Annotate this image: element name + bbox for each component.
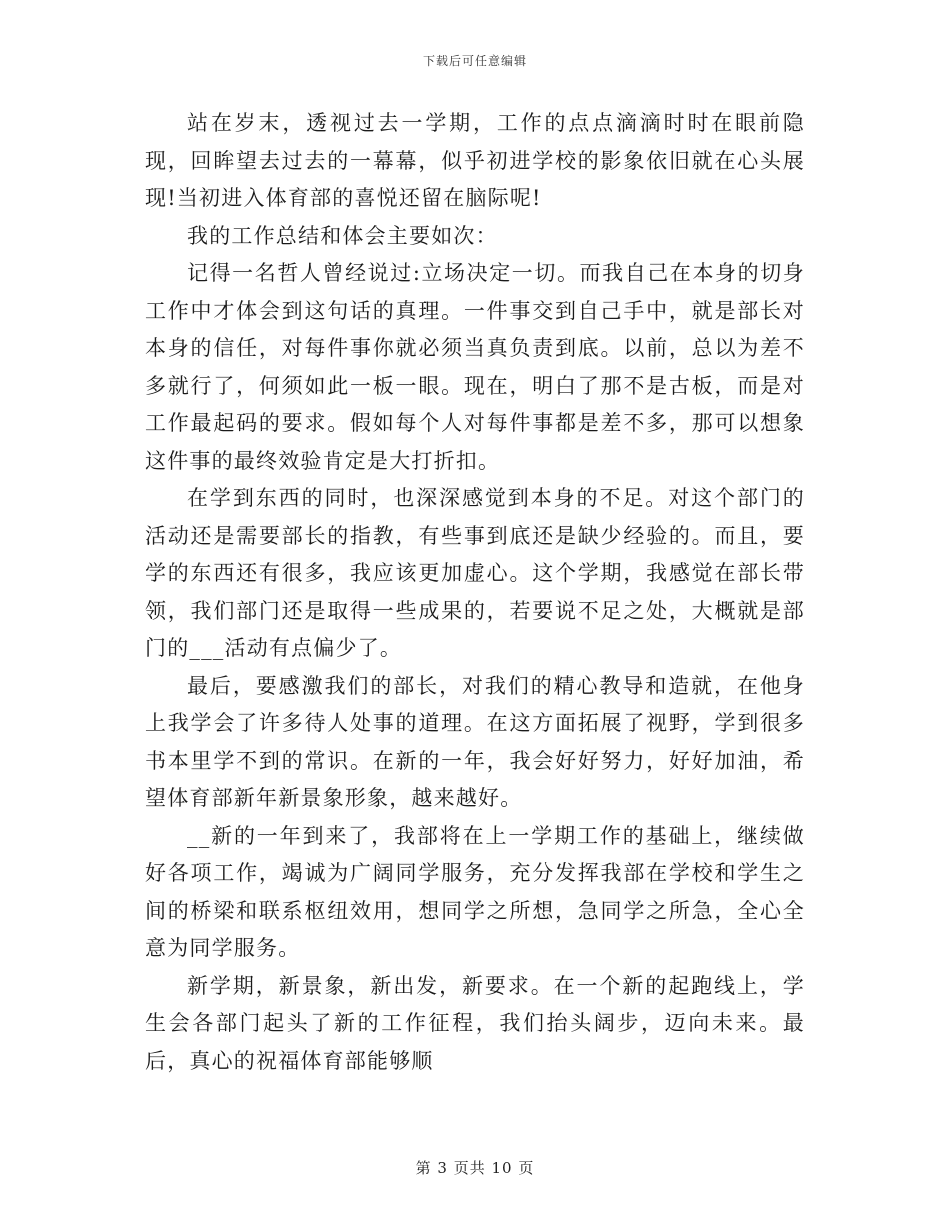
paragraph-4: 在学到东西的同时，也深深感觉到本身的不足。对这个部门的活动还是需要部长的指教，有些事到底还是缺少经验的。而且，要学的东西还有很多，我应该更加虚心。这个学期，我感觉在部长带领，我们部门还是取得一些成果的，若要说不足之处，大概就是部门的___活动有点偏少了。 [145, 486, 805, 660]
paragraph-6: __新的一年到来了，我部将在上一学期工作的基础上，继续做好各项工作，竭诚为广阔同学服务，充分发挥我部在学校和学生之间的桥梁和联系枢纽效用，想同学之所想，急同学之所急，全心全意为同学服务。 [145, 823, 805, 960]
paragraph-2: 我的工作总结和体会主要如次： [187, 223, 498, 248]
page-header: 下载后可任意编辑 [422, 54, 527, 68]
paragraph-3: 记得一名哲人曾经说过:立场决定一切。而我自己在本身的切身工作中才体会到这句话的真理。一件事交到自己手中，就是部长对本身的信任，对每件事你就必须当真负责到底。以前，总以为差不多就行了，何须如此一板一眼。现在，明白了那不是古板，而是对工作最起码的要求。假如每个人对每件事都是差不多，那可以想象这件事的最终效验肯定是大打折扣。 [145, 261, 805, 473]
paragraph-5: 最后，要感激我们的部长，对我们的精心教导和造就，在他身上我学会了许多待人处事的道理。在这方面拓展了视野，学到很多书本里学不到的常识。在新的一年，我会好好努力，好好加油，希望体育部新年新景象形象，越来越好。 [145, 673, 805, 810]
paragraph-1: 站在岁末，透视过去一学期，工作的点点滴滴时时在眼前隐现，回眸望去过去的一幕幕，似乎初进学校的影象依旧就在心头展现!当初进入体育部的喜悦还留在脑际呢! [145, 111, 805, 210]
paragraph-7: 新学期，新景象，新出发，新要求。在一个新的起跑线上，学生会各部门起头了新的工作征程，我们抬头阔步，迈向未来。最后，真心的祝福体育部能够顺 [145, 973, 805, 1073]
document-body [145, 105, 805, 1080]
page-number: 第 3 页共 10 页 [415, 1159, 535, 1177]
